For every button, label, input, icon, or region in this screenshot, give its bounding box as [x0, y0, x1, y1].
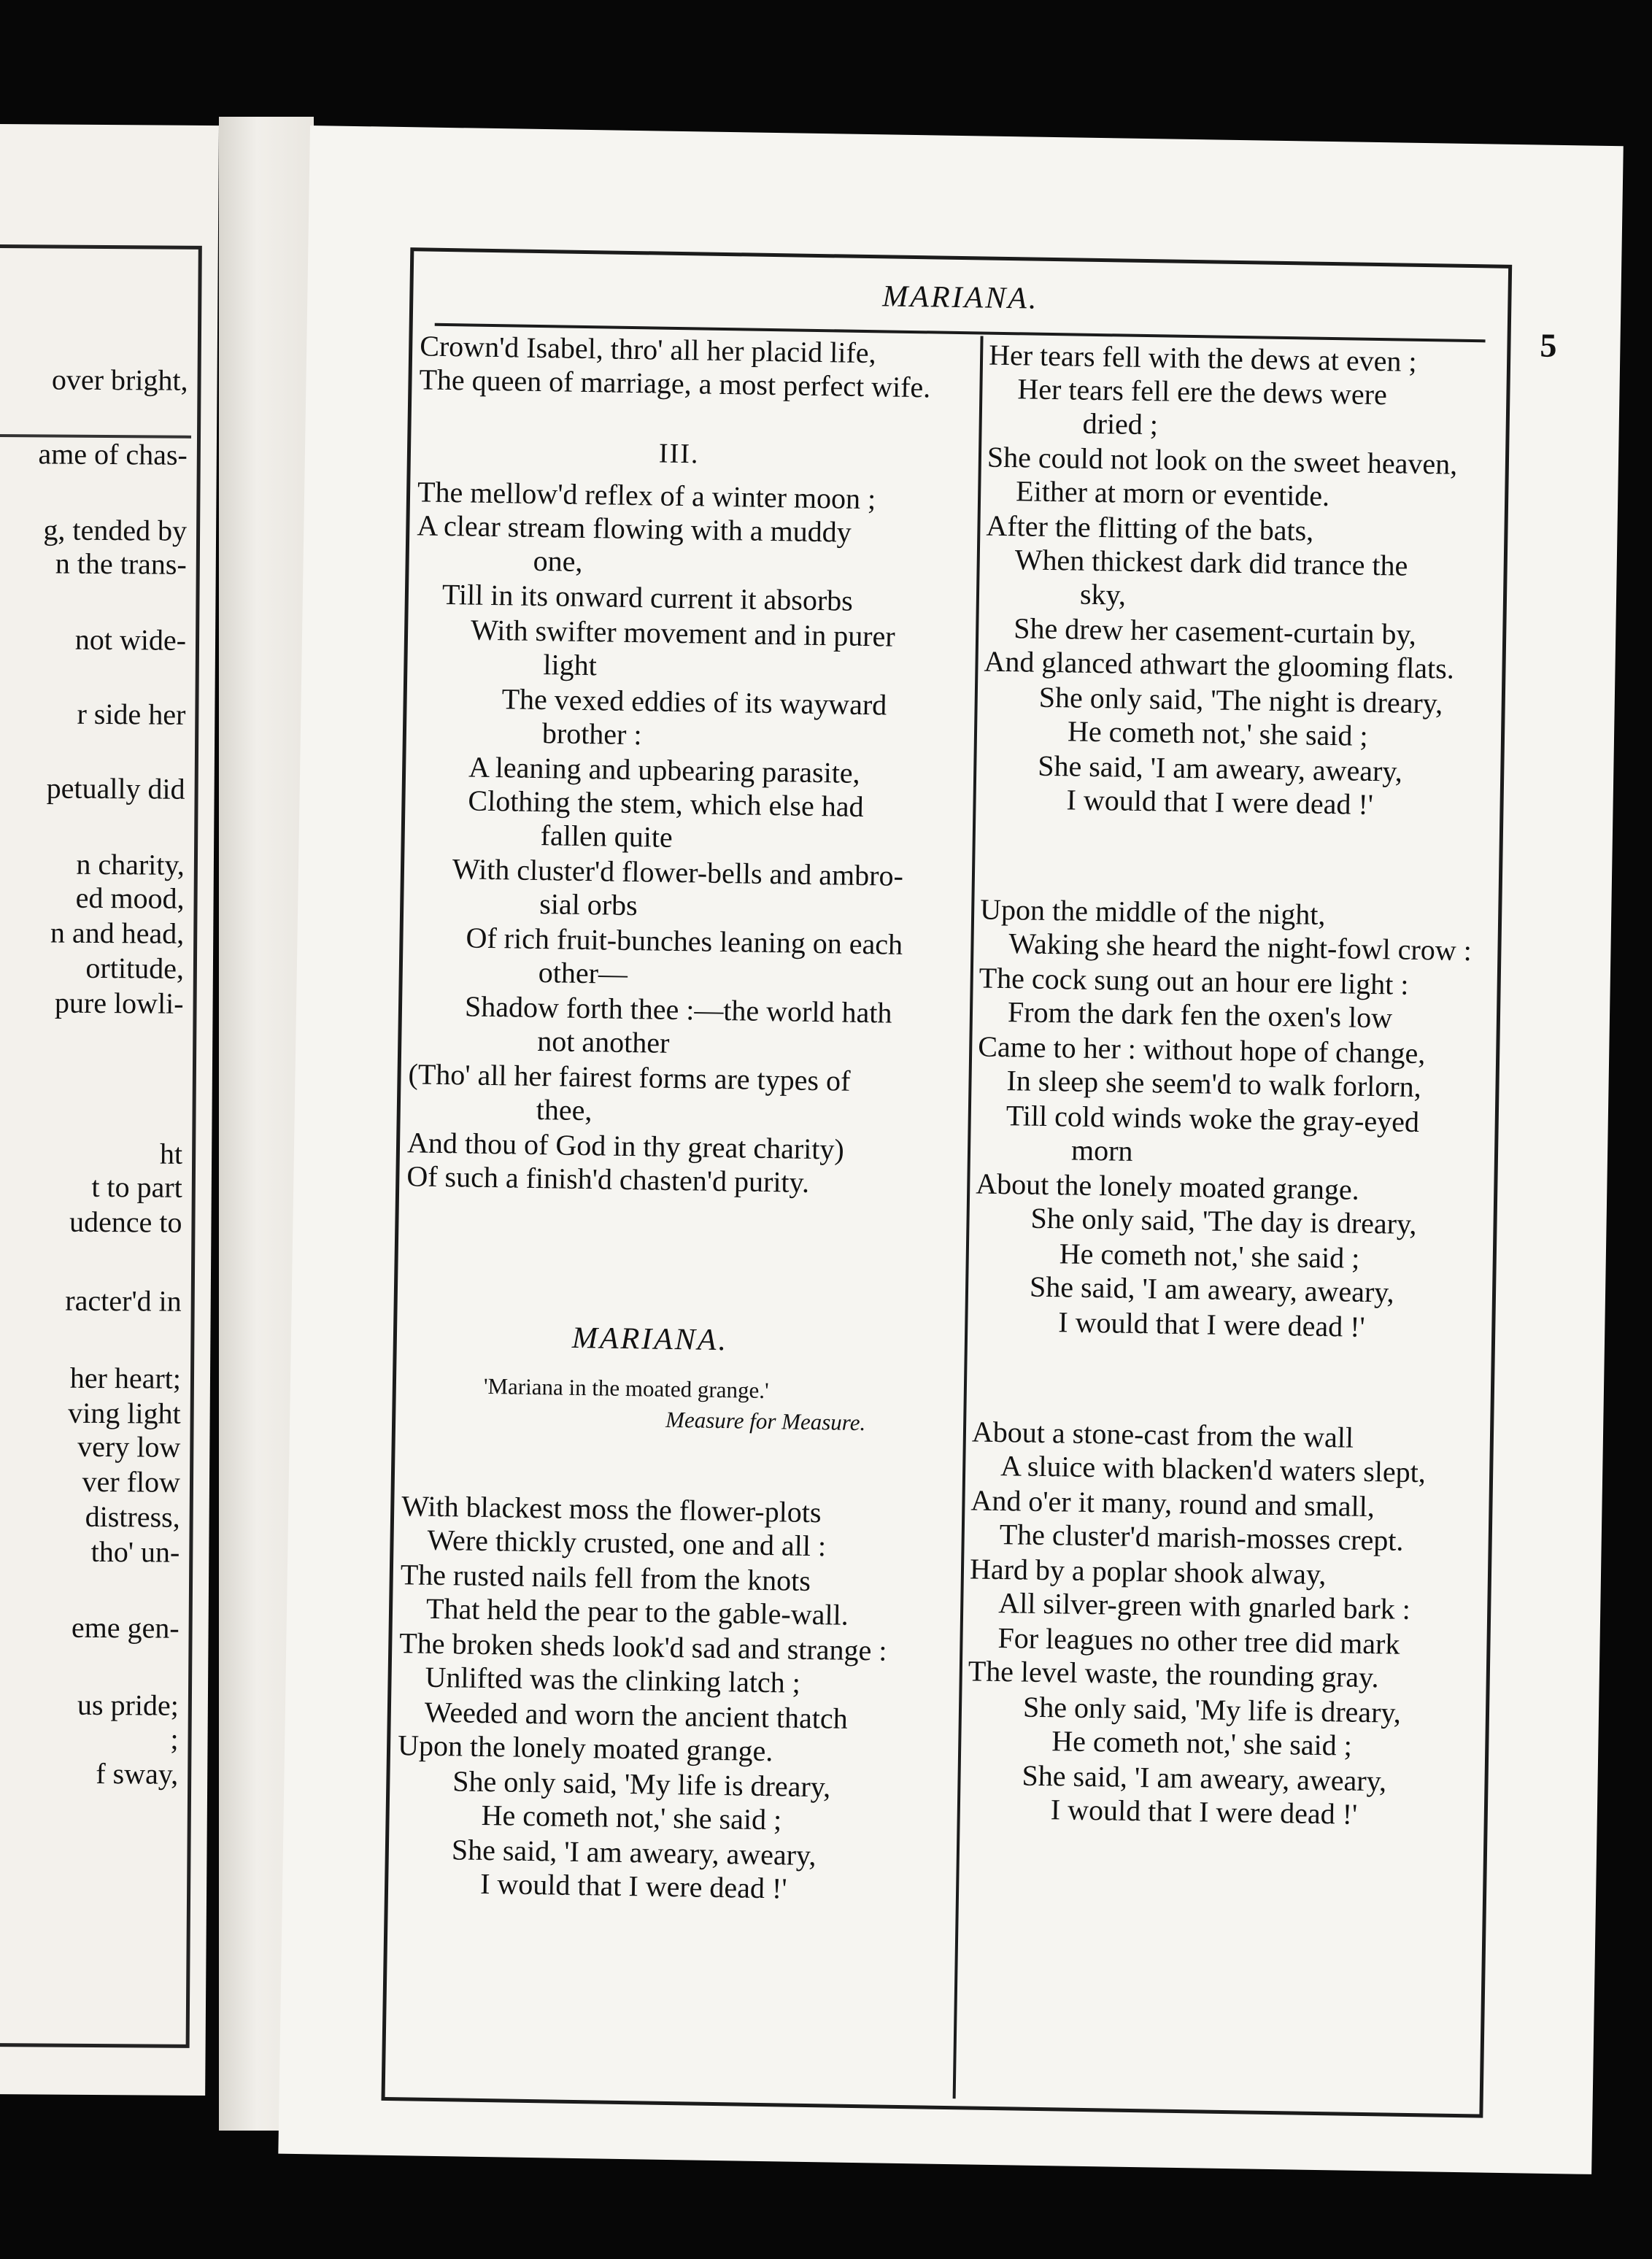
verse-line: A sluice with blacken'd waters slept,: [1000, 1449, 1427, 1489]
verse-line: The cock sung out an hour ere light :: [979, 961, 1409, 1001]
verse-line: He cometh not,' she said ;: [1067, 714, 1368, 752]
left-page-line: ving light: [68, 1396, 181, 1430]
verse-line: She said, 'I am aweary, aweary,: [1029, 1270, 1394, 1309]
epigraph: 'Mariana in the moated grange.': [483, 1372, 769, 1404]
right-column: [962, 338, 1544, 2101]
left-page-line: f sway,: [96, 1756, 179, 1791]
verse-line: Upon the middle of the night,: [979, 892, 1326, 931]
verse-line: Weeded and worn the ancient thatch: [424, 1695, 849, 1735]
verse-line: He cometh not,' she said ;: [1059, 1237, 1360, 1275]
verse-line: Her tears fell ere the dews were: [1017, 372, 1388, 412]
left-page-line: racter'd in: [65, 1283, 182, 1318]
verse-line: Crown'd Isabel, thro' all her placid life,: [419, 329, 876, 370]
verse-line: morn: [1070, 1133, 1133, 1167]
verse-line: She only said, 'The night is dreary,: [1038, 680, 1443, 720]
verse-line: She said, 'I am aweary, aweary,: [451, 1833, 817, 1872]
verse-line: Her tears fell with the dews at even ;: [988, 338, 1417, 378]
verse-line: other—: [538, 956, 628, 990]
verse-line: (Tho' all her fairest forms are types of: [408, 1057, 851, 1097]
left-page-line: ;: [170, 1722, 179, 1756]
verse-line: I would that I were dead !': [479, 1866, 787, 1905]
left-page-line: very low: [77, 1429, 181, 1464]
running-head: MARIANA.: [881, 279, 1039, 316]
left-page-line: n the trans-: [55, 547, 187, 581]
left-page-line: not wide-: [74, 622, 187, 657]
verse-line: Hard by a poplar shook alway,: [969, 1552, 1327, 1591]
left-page-line: tho' un-: [90, 1534, 180, 1569]
left-page-line: over bright,: [51, 363, 188, 397]
left-page-line: udence to: [69, 1205, 182, 1239]
verse-line: The cluster'd marish-mosses crept.: [999, 1518, 1404, 1557]
left-page-line: pure lowli-: [54, 986, 184, 1020]
verse-line: The broken sheds look'd sad and strange :: [398, 1626, 887, 1667]
verse-line: thee,: [536, 1093, 593, 1127]
verse-line: Unlifted was the clinking latch ;: [425, 1660, 801, 1699]
left-column: [393, 331, 975, 2091]
verse-line: She said, 'I am aweary, aweary,: [1022, 1758, 1387, 1798]
verse-line: The rusted nails fell from the knots: [400, 1558, 811, 1598]
verse-line: From the dark fen the oxen's low: [1007, 995, 1393, 1035]
verse-line: Came to her : without hope of change,: [977, 1030, 1426, 1070]
verse-line: not another: [536, 1024, 670, 1059]
verse-line: After the flitting of the bats,: [986, 509, 1314, 547]
verse-line: The queen of marriage, a most perfect wife.: [419, 363, 931, 404]
verse-line: Upon the lonely moated grange.: [397, 1729, 773, 1768]
verse-line: She said, 'I am aweary, aweary,: [1037, 749, 1403, 788]
left-page-line: ed mood,: [75, 881, 185, 915]
verse-line: She could not look on the sweet heaven,: [987, 440, 1458, 481]
verse-line: She only said, 'My life is dreary,: [1022, 1690, 1402, 1729]
left-page-line: ame of chas-: [38, 437, 188, 471]
left-page-line: ortitude,: [85, 951, 185, 985]
verse-line: She only said, 'The day is dreary,: [1030, 1201, 1417, 1241]
verse-line: And thou of God in thy great charity): [406, 1126, 845, 1166]
poem-title: MARIANA.: [571, 1321, 729, 1358]
verse-line: The level waste, the rounding gray.: [968, 1654, 1379, 1694]
verse-line: I would that I were dead !': [1050, 1793, 1358, 1831]
verse-line: And glanced athwart the glooming flats.: [984, 644, 1455, 685]
verse-line: Were thickly crusted, one and all :: [427, 1523, 827, 1563]
verse-line: With blackest moss the flower-plots: [401, 1489, 822, 1529]
verse-line: Of rich fruit-bunches leaning on each: [466, 921, 903, 961]
verse-line: brother :: [541, 717, 642, 752]
verse-line: With swifter movement and in purer: [470, 613, 896, 653]
verse-line: He cometh not,' she said ;: [481, 1798, 782, 1837]
left-page-line: n and head,: [50, 916, 185, 950]
verse-line: fallen quite: [540, 819, 673, 854]
verse-line: All silver-green with gnarled bark :: [997, 1586, 1411, 1626]
verse-line: Till cold winds woke the gray-eyed: [1006, 1099, 1420, 1139]
left-page-line: distress,: [85, 1499, 180, 1534]
left-page-line: us pride;: [77, 1688, 180, 1722]
verse-line: sial orbs: [539, 887, 638, 922]
verse-line: When thickest dark did trance the: [1014, 543, 1408, 582]
left-page-line: ht: [159, 1137, 183, 1170]
verse-line: The mellow'd reflex of a winter moon ;: [417, 475, 876, 516]
verse-line: About the lonely moated grange.: [975, 1167, 1360, 1206]
left-page-line: ver flow: [82, 1464, 181, 1499]
verse-line: The vexed eddies of its wayward: [501, 682, 887, 722]
left-page-line: eme gen-: [71, 1610, 180, 1645]
left-page-line: r side her: [77, 697, 186, 731]
verse-line: She drew her casement-curtain by,: [1013, 611, 1417, 651]
left-page-line: g, tended by: [43, 513, 188, 547]
left-page-text: [0, 124, 219, 2096]
verse-line: dried ;: [1082, 406, 1159, 441]
verse-line: Clothing the stem, which else had: [468, 784, 864, 824]
verse-line: Of such a finish'd chasten'd purity.: [406, 1159, 810, 1199]
verse-line: one,: [533, 544, 583, 578]
verse-line: Till in its onward current it absorbs: [441, 577, 854, 617]
verse-line: light: [543, 648, 598, 682]
verse-line: I would that I were dead !': [1058, 1305, 1366, 1343]
epigraph-source: Measure for Measure.: [665, 1406, 866, 1436]
verse-line: Shadow forth thee :—the world hath: [464, 989, 892, 1030]
page-frame: [381, 247, 1557, 2117]
verse-line: sky,: [1079, 577, 1127, 611]
verse-line: She only said, 'My life is dreary,: [452, 1764, 831, 1804]
section-number: III.: [658, 438, 700, 470]
verse-line: About a stone-cast from the wall: [971, 1415, 1354, 1454]
verse-line: In sleep she seem'd to walk forlorn,: [1006, 1064, 1422, 1104]
left-page-line: petually did: [46, 771, 185, 806]
left-page: [0, 124, 219, 2096]
left-page-line: t to part: [91, 1170, 182, 1204]
verse-line: For leagues no other tree did mark: [997, 1621, 1400, 1661]
left-page-line: n charity,: [76, 847, 185, 881]
verse-line: And o'er it many, round and small,: [970, 1483, 1375, 1524]
page-number: 5: [1540, 326, 1557, 364]
right-page: [278, 126, 1623, 2174]
verse-line: With cluster'd flower-bells and ambro-: [452, 852, 904, 892]
verse-line: I would that I were dead !': [1066, 783, 1374, 821]
verse-line: Either at morn or eventide.: [1015, 474, 1330, 513]
verse-line: A clear stream flowing with a muddy: [417, 509, 852, 549]
verse-line: He cometh not,' she said ;: [1051, 1724, 1353, 1762]
verse-line: That held the pear to the gable-wall.: [425, 1591, 849, 1632]
verse-line: A leaning and upbearing parasite,: [468, 750, 860, 789]
left-page-line: her heart;: [69, 1361, 182, 1395]
verse-line: Waking she heard the night-fowl crow :: [1008, 927, 1472, 968]
